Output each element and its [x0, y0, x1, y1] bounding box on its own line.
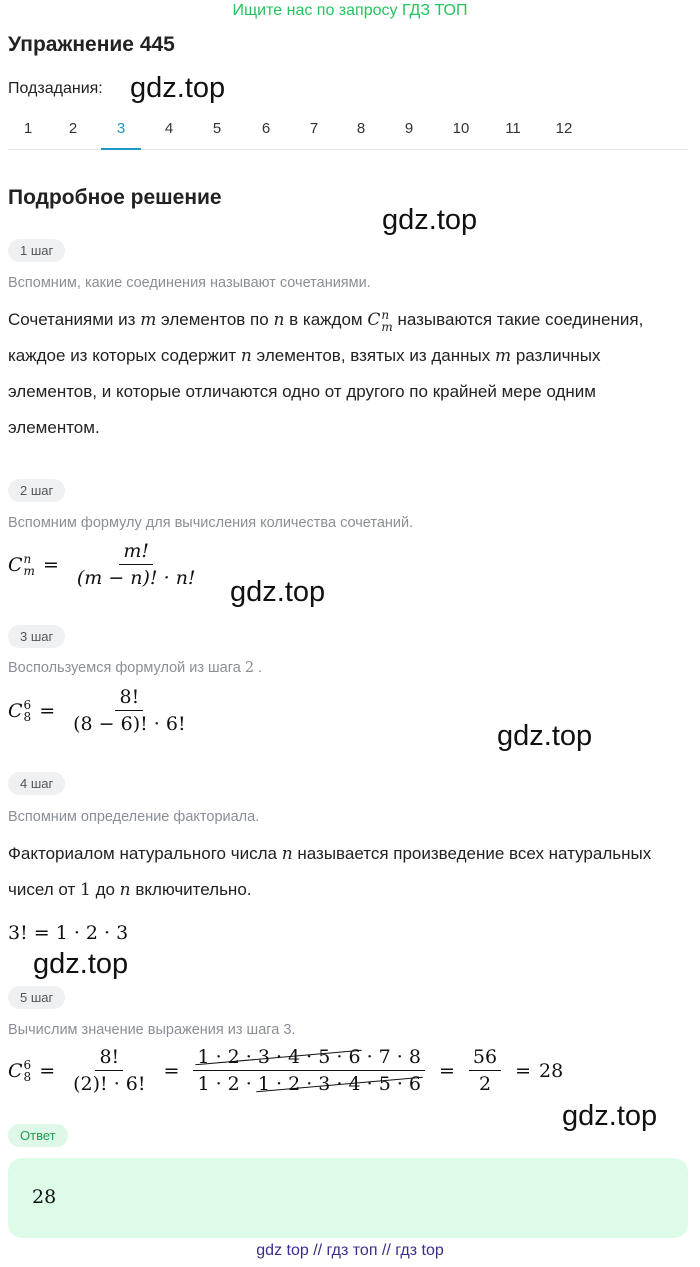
top-banner[interactable]: Ищите нас по запросу ГДЗ ТОП: [232, 2, 468, 19]
answer-box: [8, 1158, 688, 1238]
tab-7[interactable]: 7: [309, 120, 319, 137]
step-text: Факториалом натурального числа n называется произведение всех натуральных чисел от 1 до n включительно.: [8, 844, 652, 900]
step-badge: 1 шаг: [8, 239, 65, 262]
answer-value: 28: [32, 1186, 57, 1208]
exercise-title: Упражнение 445: [8, 33, 175, 56]
tab-3[interactable]: 3: [101, 112, 141, 150]
step-badge: 2 шаг: [8, 479, 65, 502]
step-hint: Вспомним, какие соединения называют сочетаниями.: [8, 275, 371, 291]
step-badge: 3 шаг: [8, 625, 65, 648]
watermark: gdz.top: [497, 720, 593, 752]
step-hint: Воспользуемся формулой из шага 2 .: [8, 660, 263, 676]
subtask-tabs: [8, 112, 688, 150]
tab-8[interactable]: 8: [356, 120, 366, 137]
step-hint: Вспомним формулу для вычисления количества сочетаний.: [8, 515, 414, 531]
step-hint: Вспомним определение факториала.: [8, 809, 260, 825]
watermark: gdz.top: [33, 948, 129, 980]
tab-6[interactable]: 6: [261, 120, 271, 137]
step-text: Сочетаниями из m элементов по n в каждом C n m называются такие соединения, каждое из которых содержит n элементов, взятых из данных m различных элементов, и которые отличаются одно от другого по крайней мере одним элементом.: [8, 307, 644, 437]
watermark: gdz.top: [562, 1100, 658, 1132]
tab-2[interactable]: 2: [68, 120, 78, 137]
tab-11[interactable]: 11: [505, 120, 521, 137]
section-title: Подробное решение: [8, 186, 222, 209]
tab-10[interactable]: 10: [452, 120, 470, 137]
tab-1[interactable]: 1: [23, 120, 33, 137]
cancelled-product: 1 · 2 · 3 · 4 · 5 · 6: [197, 1046, 361, 1068]
substitution-formula: C 6 8 = $\frac{8!}{(8 - 6)! \cdot 6!}$: [8, 686, 186, 735]
factorial-example: 3! = 1 · 2 · 3: [8, 922, 129, 944]
footer-links[interactable]: gdz top // гдз топ // гдз top: [256, 1242, 444, 1259]
tab-5[interactable]: 5: [212, 120, 222, 137]
watermark: gdz.top: [130, 72, 226, 104]
answer-badge: Ответ: [8, 1124, 68, 1147]
tab-4[interactable]: 4: [164, 120, 174, 137]
tab-12[interactable]: 12: [555, 120, 573, 137]
watermark: gdz.top: [382, 204, 478, 236]
step-hint: Вычислим значение выражения из шага 3.: [8, 1022, 296, 1038]
step-badge: 5 шаг: [8, 986, 65, 1009]
calculation-formula: C 6 8 = $\frac{8!}{(2)! \cdot 6!}$ = $\frac{1 \cdot 2 \cdot 3 \cdot 4 \cdot 5 \cdot 6 \cdot 7 \cdot 8}{1 \cdot 2 \cdot 1 \cdot 2 \cdot 3 \cdot 4 \cdot 5 \cdot 6}$ = $\frac{56}{2}$ = 28: [8, 1046, 564, 1095]
watermark: gdz.top: [230, 576, 326, 608]
step-badge: 4 шаг: [8, 772, 65, 795]
cancelled-product: 1 · 2 · 3 · 4 · 5 · 6: [257, 1073, 421, 1095]
subtasks-label: Подзадания:: [8, 80, 103, 97]
combination-formula: C n m = $\frac{m!}{(m - n)! \cdot n!}$: [8, 540, 196, 589]
tab-9[interactable]: 9: [404, 120, 414, 137]
